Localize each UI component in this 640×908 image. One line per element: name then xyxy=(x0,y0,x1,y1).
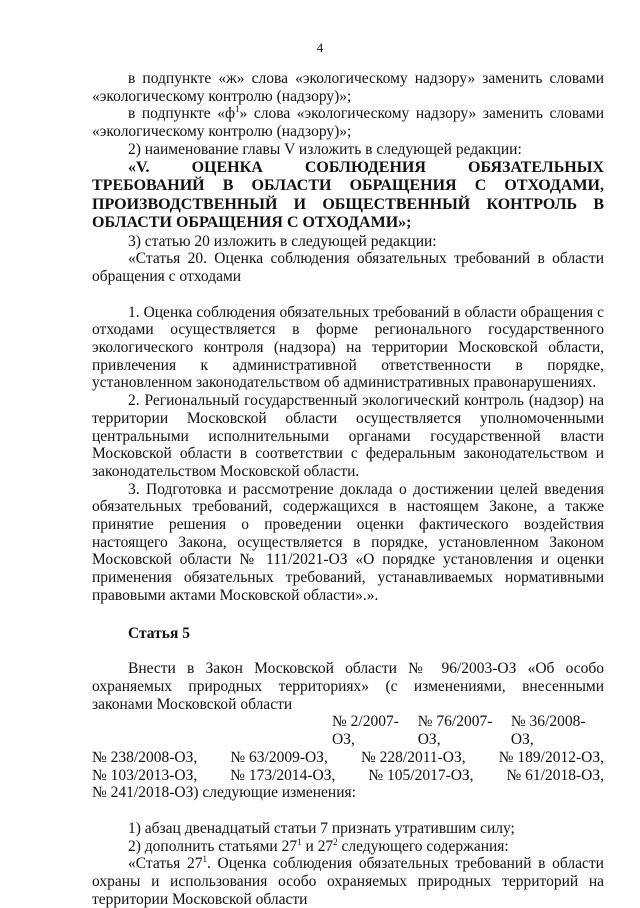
spacer xyxy=(92,286,604,304)
law-ref: № 105/2017-ОЗ, xyxy=(368,766,474,784)
article-20-part-1: 1. Оценка соблюдения обязательных требований в области обращения с отходами осуществляется в форме регионального государственного экологического контроля (надзора) на территории Московской области, привлечения к административной ответственности в порядке, установленном законодательством об административных правонарушениях. xyxy=(92,303,604,392)
paragraph-2-text-a: в подпункте «ф xyxy=(128,105,236,123)
article-20-title: «Статья 20. Оценка соблюдения обязательных требований в области обращения с отходами xyxy=(92,250,604,285)
paragraph-2-text-b: » слова «экологическому надзору» заменить словами «экологическому контролю (надзору)»; xyxy=(92,105,604,141)
article-27-1-title xyxy=(92,855,604,908)
amendment-2-text-c: следующего содержания: xyxy=(337,837,509,855)
law-ref: № 2/2007-ОЗ, xyxy=(332,713,399,749)
article-27-1-sup: 1 xyxy=(202,854,207,865)
spacer xyxy=(92,642,604,660)
paragraph-2-superscript: 1 xyxy=(235,104,240,115)
law-ref: № 189/2012-ОЗ, xyxy=(498,748,604,766)
amendment-2-sup-2: 2 xyxy=(333,836,338,847)
paragraph-1: в подпункте «ж» слова «экологическому надзору» заменить словами «экологическому контролю (надзору)»; xyxy=(92,70,604,105)
article-5-intro xyxy=(92,660,604,713)
article-27-1-text-b: . Оценка соблюдения обязательных требований в области охраны и использования особо охраняемых природных территорий на территории Московской области xyxy=(92,855,604,908)
document-body xyxy=(92,70,604,908)
chapter-title: «V. ОЦЕНКА СОБЛЮДЕНИЯ ОБЯЗАТЕЛЬНЫХ ТРЕБОВАНИЙ В ОБЛАСТИ ОБРАЩЕНИЯ С ОТХОДАМИ, ПРОИЗВОДСТВЕННЫЙ И ОБЩЕСТВЕННЫЙ КОНТРОЛЬ В ОБЛАСТИ ОБРАЩЕНИЯ С ОТХОДАМИ»; xyxy=(92,158,604,232)
article-20-part-3: 3. Подготовка и рассмотрение доклада о достижении целей введения обязательных требований, содержащихся в настоящем Законе, а также принятие решения о проведении оценки фактического воздействия настоящего Закона, осуществляется в порядке, установленном Законом Московской области № 111/2021-ОЗ «О порядке установления и оценки применения обязательных требований, устанавливаемых нормативными правовыми актами Московской области».». xyxy=(92,480,604,604)
paragraph-2 xyxy=(92,105,604,140)
page-number: 4 xyxy=(316,40,324,55)
article-5-intro-text: Внести в Закон Московской области № 96/2003-ОЗ «Об особо охраняемых природных территориях» (с изменениями, внесенными законами Московской области xyxy=(92,660,604,713)
article-20-part-2: 2. Региональный государственный экологический контроль (надзор) на территории Московской области осуществляется уполномоченными центральными исполнительными органами государственной власти Московской области в соответствии с федеральным законодательством и законодательством Московской области. xyxy=(92,392,604,480)
amendment-1: 1) абзац двенадцатый статьи 7 признать утратившим силу; xyxy=(128,819,515,837)
law-list-row-2 xyxy=(92,749,604,767)
amendment-2 xyxy=(92,838,604,856)
paragraph-3: 2) наименование главы V изложить в следующей редакции: xyxy=(128,140,522,158)
law-ref: № 36/2008-ОЗ, xyxy=(510,713,586,749)
article-27-1-text-a: «Статья 27 xyxy=(128,855,203,873)
law-list-row-3 xyxy=(92,767,604,785)
law-ref: № 76/2007-ОЗ, xyxy=(417,713,493,749)
spacer xyxy=(92,605,604,625)
spacer xyxy=(92,802,604,820)
law-list-row-1 xyxy=(92,713,604,748)
law-ref: № 63/2009-ОЗ, xyxy=(230,748,328,766)
amendment-2-text-a: 2) дополнить статьями 27 xyxy=(128,837,298,855)
amendment-2-sup-1: 1 xyxy=(297,836,302,847)
article-5-heading: Статья 5 xyxy=(128,624,190,642)
law-ref: № 173/2014-ОЗ, xyxy=(230,766,336,784)
law-ref: № 61/2018-ОЗ, xyxy=(506,766,604,784)
paragraph-5: 3) статью 20 изложить в следующей редакции: xyxy=(128,232,437,250)
amendment-2-text-b: и 27 xyxy=(301,837,334,855)
law-ref: № 103/2013-ОЗ, xyxy=(92,766,198,784)
law-ref: № 238/2008-ОЗ, xyxy=(92,748,198,766)
law-ref: № 228/2011-ОЗ, xyxy=(360,748,466,766)
article-5-intro-end: № 241/2018-ОЗ) следующие изменения: xyxy=(92,784,356,802)
